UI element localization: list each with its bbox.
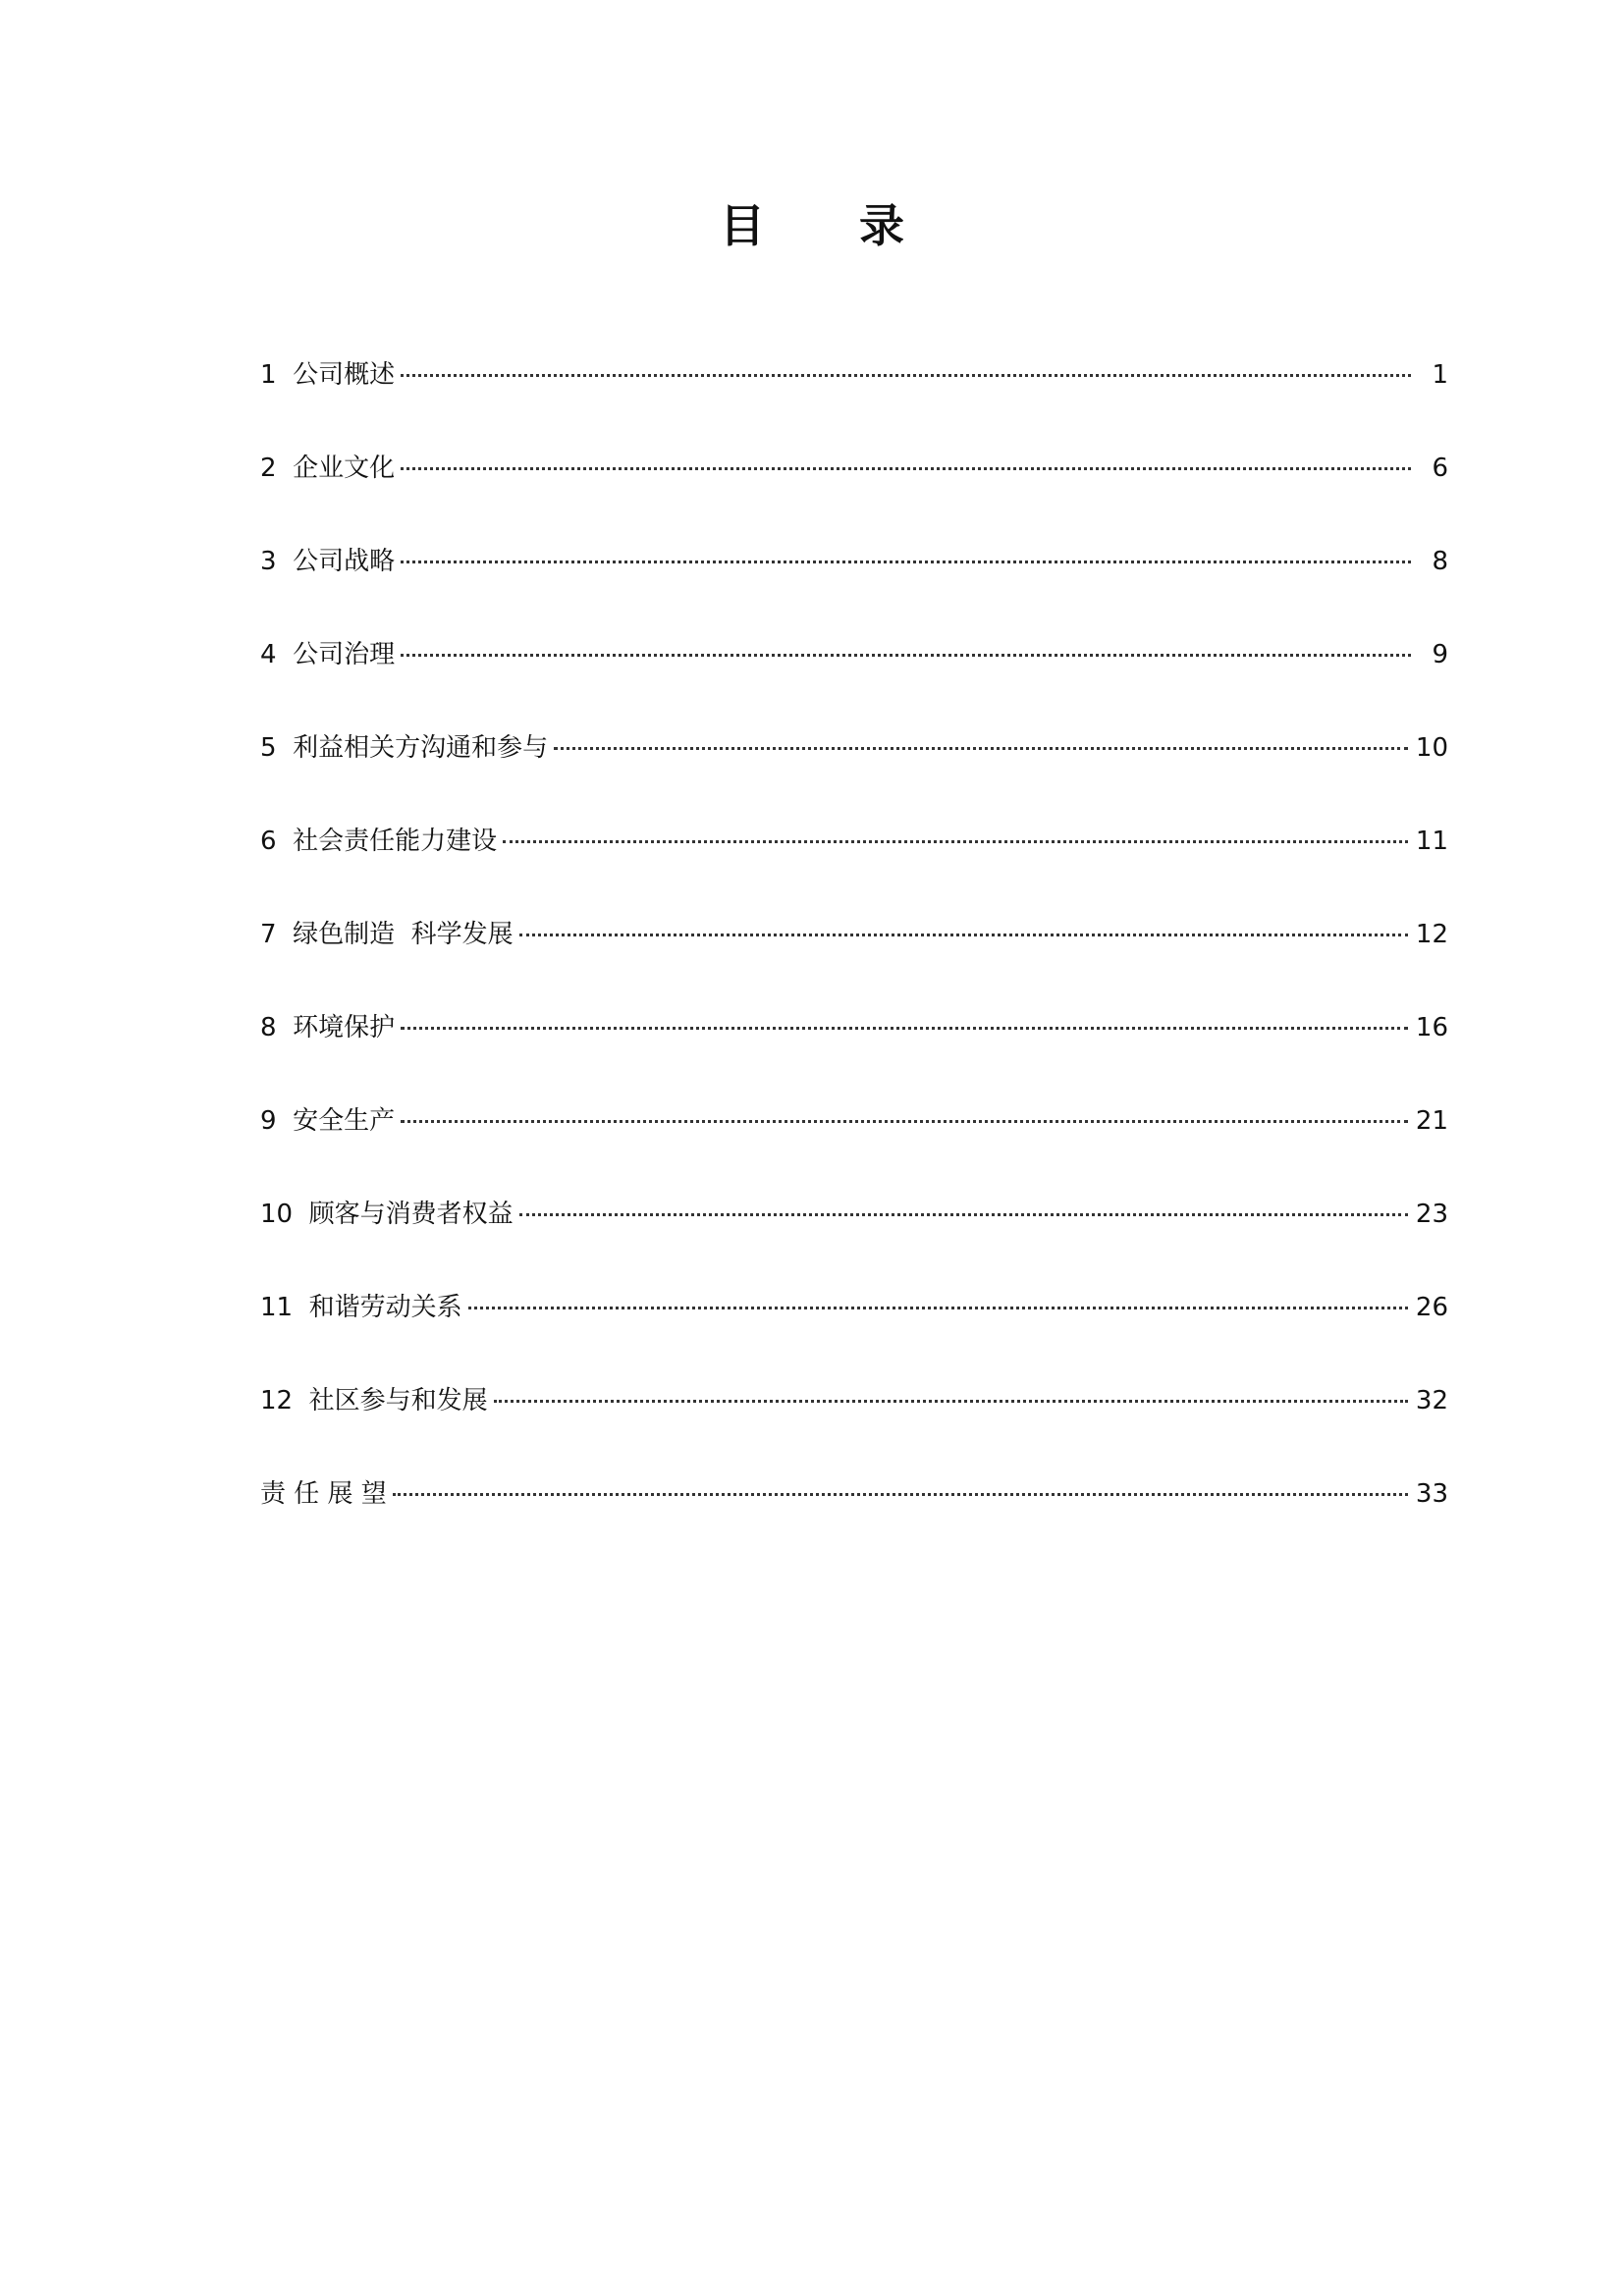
toc-entry[interactable] [260,542,1448,635]
dot-leader [468,1307,1408,1309]
toc-entry-page-number: 12 [1415,920,1448,949]
dot-leader [401,467,1411,470]
toc-entry[interactable] [260,728,1448,822]
toc-entry[interactable] [260,355,1448,449]
dot-leader [401,374,1411,377]
toc-entry-page-number: 23 [1415,1200,1448,1229]
toc-entry-label: 责 任 展 望 [260,1479,387,1509]
toc-entry-page-number: 9 [1432,640,1448,669]
toc-entry-page-number: 11 [1415,827,1448,856]
dot-leader [393,1493,1408,1496]
toc-entry[interactable] [260,1474,1448,1568]
toc-entry-label: 9 安全生产 [260,1106,396,1136]
toc-entry-label: 7 绿色制造 科学发展 [260,920,514,949]
dot-leader [519,934,1408,936]
toc-entry-page-number: 10 [1415,733,1448,763]
toc-entry-label: 2 企业文化 [260,454,396,483]
toc-entry[interactable] [260,1008,1448,1101]
dot-leader [519,1213,1408,1216]
dot-leader [401,654,1411,657]
page-title: 目 录 [719,199,944,252]
toc-entry-label: 1 公司概述 [260,360,396,390]
table-of-contents [260,355,1448,1568]
toc-entry[interactable] [260,449,1448,542]
dot-leader [401,1027,1408,1030]
toc-entry[interactable] [260,822,1448,915]
dot-leader [401,561,1411,563]
toc-entry[interactable] [260,915,1448,1008]
toc-entry[interactable] [260,635,1448,728]
toc-entry[interactable] [260,1195,1448,1288]
toc-entry-label: 8 环境保护 [260,1013,396,1042]
toc-entry-label: 12 社区参与和发展 [260,1386,488,1415]
dot-leader [503,840,1408,843]
toc-entry[interactable] [260,1288,1448,1381]
toc-entry-page-number: 6 [1432,454,1448,483]
toc-entry-label: 6 社会责任能力建设 [260,827,498,856]
toc-entry-page-number: 8 [1432,547,1448,576]
dot-leader [401,1120,1408,1123]
toc-entry[interactable] [260,1381,1448,1474]
toc-entry-page-number: 16 [1415,1013,1448,1042]
toc-entry[interactable] [260,1101,1448,1195]
dot-leader [554,747,1408,750]
toc-entry-label: 3 公司战略 [260,547,396,576]
dot-leader [494,1400,1408,1403]
toc-entry-label: 5 利益相关方沟通和参与 [260,733,549,763]
toc-entry-page-number: 32 [1415,1386,1448,1415]
toc-entry-page-number: 26 [1415,1293,1448,1322]
toc-entry-page-number: 21 [1415,1106,1448,1136]
toc-entry-page-number: 33 [1415,1479,1448,1509]
toc-entry-label: 11 和谐劳动关系 [260,1293,462,1322]
toc-entry-label: 10 顾客与消费者权益 [260,1200,514,1229]
toc-entry-page-number: 1 [1432,360,1448,390]
toc-entry-label: 4 公司治理 [260,640,396,669]
